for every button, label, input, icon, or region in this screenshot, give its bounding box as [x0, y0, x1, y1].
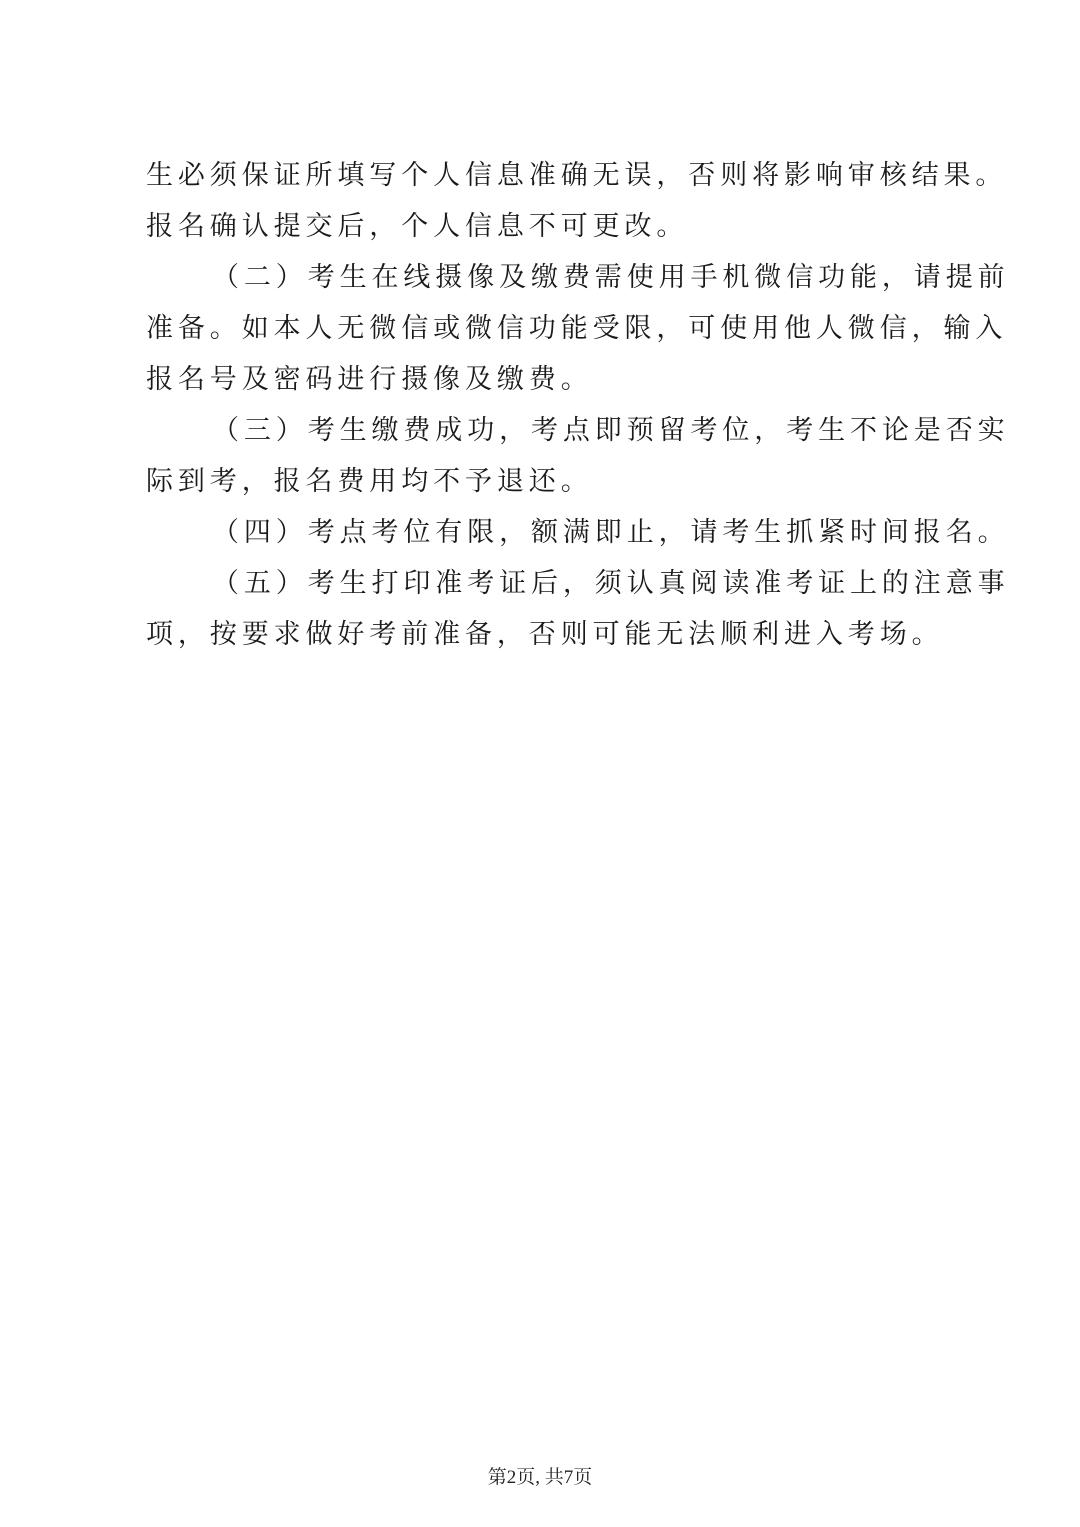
paragraph-3-start: （三）考生缴费成功，考点即预留考位，考生不论是否实: [212, 415, 1010, 446]
text-line: 生必须保证所填写个人信息准确无误，否则将影响审核结果。: [146, 160, 1008, 191]
text-line: 项，按要求做好考前准备，否则可能无法顺利进入考场。: [146, 619, 944, 650]
document-body: [146, 150, 1010, 660]
paragraph-2-start: （二）考生在线摄像及缴费需使用手机微信功能，请提前: [212, 262, 1010, 293]
page-number: 第2页, 共7页: [487, 1467, 593, 1488]
paragraph-5-start: （五）考生打印准考证后，须认真阅读准考证上的注意事: [212, 568, 1010, 599]
text-line: 际到考，报名费用均不予退还。: [146, 466, 593, 497]
text-line: 准备。如本人无微信或微信功能受限，可使用他人微信，输入: [146, 313, 1008, 344]
text-line: 报名号及密码进行摄像及缴费。: [146, 364, 593, 395]
text-line: 报名确认提交后，个人信息不可更改。: [146, 211, 689, 242]
paragraph-4: （四）考点考位有限，额满即止，请考生抓紧时间报名。: [212, 517, 1010, 548]
